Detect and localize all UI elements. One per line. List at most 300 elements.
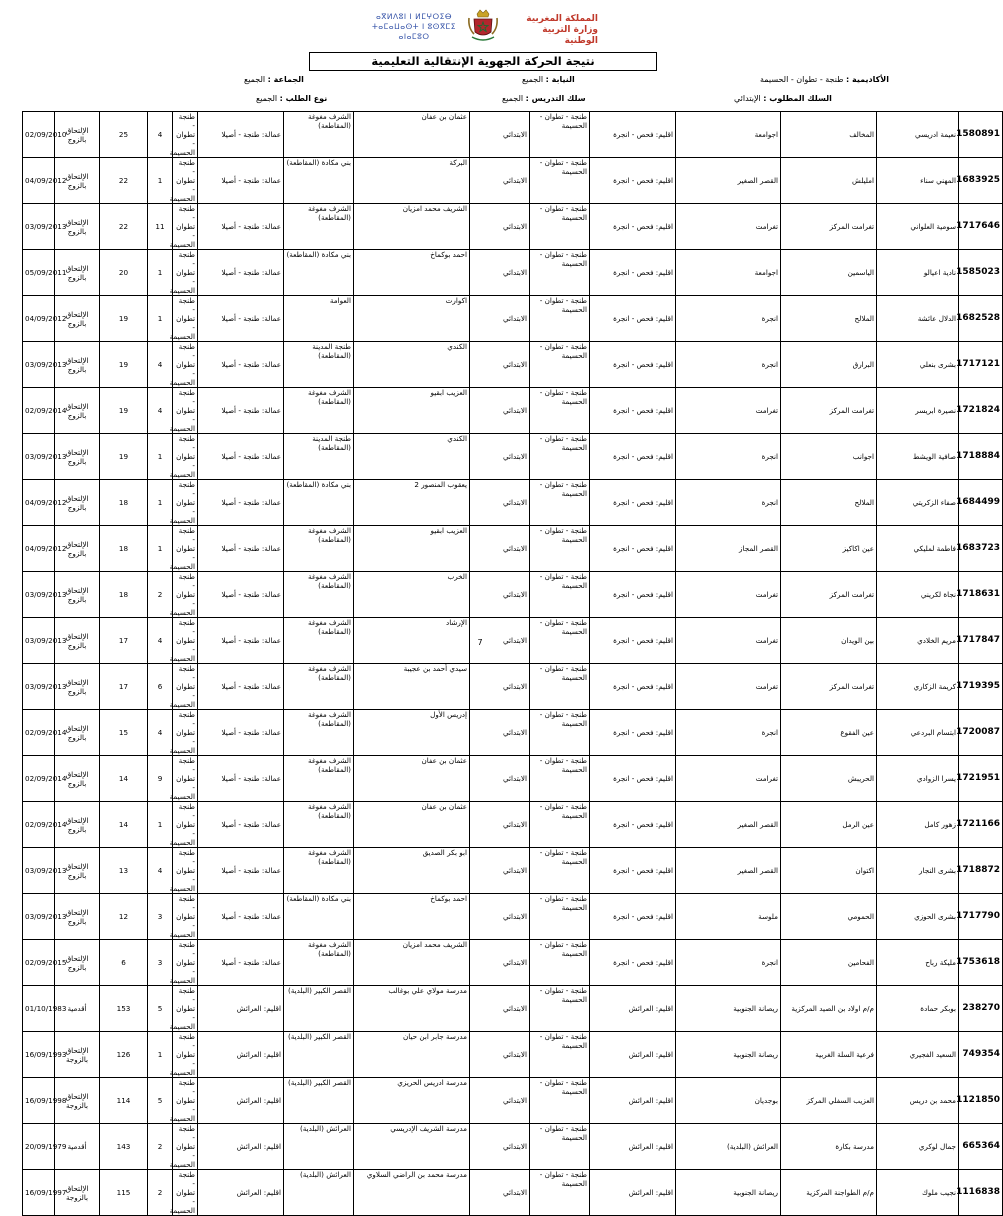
cell-reason: الإلتحاق بالزوج (55, 388, 100, 434)
cell-new-school: سيدي أحمد بن عجيبة (354, 664, 470, 710)
cell-new-school: الخرب (354, 572, 470, 618)
cell-name: المهني سناء (877, 158, 959, 204)
cell-new-academy: طنجة - تطوان - الحسيمة (173, 112, 198, 158)
meta-academy (760, 75, 889, 84)
meta-commune-value: الجميع (244, 75, 266, 84)
cell-name: السعيد الفجيري (877, 1032, 959, 1078)
cell-rank: 4 (148, 388, 173, 434)
cell-origin-academy: طنجة - تطوان - الحسيمة (530, 296, 590, 342)
cell-new-academy: طنجة - تطوان - الحسيمة (173, 894, 198, 940)
cell-new-academy: طنجة - تطوان - الحسيمة (173, 618, 198, 664)
cell-new-commune: الشرف مغوغة (المقاطعة) (284, 940, 354, 986)
cell-cycle: الابتدائي (470, 1032, 530, 1078)
cell-new-school: ابو بكر الصديق (354, 848, 470, 894)
cell-new-academy: طنجة - تطوان - الحسيمة (173, 756, 198, 802)
cell-origin-commune: تغرامت (676, 756, 781, 802)
cell-new-province: عمالة: طنجة - أصيلا (198, 480, 284, 526)
cell-name: بوبكر حمادة (877, 986, 959, 1032)
cell-origin-province: اقليم: فحص - انجرة (590, 710, 676, 756)
table-row (23, 618, 1003, 664)
cell-origin-school: م/م الطواجنة المركزية (781, 1170, 877, 1216)
cell-reason: الإلتحاق بالزوج (55, 848, 100, 894)
cell-date: 03/09/2013 (23, 894, 55, 940)
cell-new-school: الإرشاد (354, 618, 470, 664)
cell-cycle: الابتدائي (470, 1078, 530, 1124)
cell-origin-school: الفحامين (781, 940, 877, 986)
cell-new-academy: طنجة - تطوان - الحسيمة (173, 802, 198, 848)
cell-score: 18 (100, 572, 148, 618)
cell-cycle: الابتدائي (470, 618, 530, 664)
table-row (23, 250, 1003, 296)
table-row (23, 342, 1003, 388)
cell-date: 05/09/2011 (23, 250, 55, 296)
cell-cycle: الابتدائي (470, 986, 530, 1032)
cell-reason: الإلتحاق بالزوجة (55, 1078, 100, 1124)
meta-academy-label: الأكاديمية : (846, 75, 889, 84)
cell-origin-school: امليلش (781, 158, 877, 204)
cell-rank: 3 (148, 894, 173, 940)
cell-reason: الإلتحاق بالزوج (55, 572, 100, 618)
cell-new-academy: طنجة - تطوان - الحسيمة (173, 434, 198, 480)
table-row (23, 1078, 1003, 1124)
cell-new-commune: طنجة المدينة (المقاطعة) (284, 434, 354, 480)
cell-date: 02/09/2010 (23, 112, 55, 158)
document-title: نتيجة الحركة الجهوية الإنتقالية التعليمية (309, 52, 657, 71)
cell-new-academy: طنجة - تطوان - الحسيمة (173, 342, 198, 388)
cell-origin-academy: طنجة - تطوان - الحسيمة (530, 1078, 590, 1124)
cell-score: 153 (100, 986, 148, 1032)
cell-origin-province: اقليم: فحص - انجرة (590, 848, 676, 894)
cell-name: زهور كامل (877, 802, 959, 848)
cell-name: نعيمة ادريسي (877, 112, 959, 158)
cell-origin-school: م/م اولاد بن الصيد المركزية (781, 986, 877, 1032)
cell-new-school: مدرسة ادريس الحريزي (354, 1078, 470, 1124)
cell-origin-school: العزيب السفلي المركز (781, 1078, 877, 1124)
cell-rank: 1 (148, 526, 173, 572)
cell-id: 1717121 (959, 342, 1003, 388)
cell-id: 1121850 (959, 1078, 1003, 1124)
table-row (23, 480, 1003, 526)
cell-new-province: اقليم: العرائش (198, 1032, 284, 1078)
cell-new-commune: الشرف مغوغة (المقاطعة) (284, 618, 354, 664)
cell-id: 1718631 (959, 572, 1003, 618)
cell-cycle: الابتدائي (470, 664, 530, 710)
cell-origin-province: اقليم: فحص - انجرة (590, 802, 676, 848)
cell-id: 1717847 (959, 618, 1003, 664)
cell-origin-commune: القصر الصغير (676, 848, 781, 894)
cell-origin-commune: ريصانة الجنوبية (676, 1032, 781, 1078)
cell-new-province: عمالة: طنجة - أصيلا (198, 940, 284, 986)
cell-new-commune: الشرف مغوغة (المقاطعة) (284, 572, 354, 618)
cell-new-commune: العرائش (البلدية) (284, 1124, 354, 1170)
cell-new-province: عمالة: طنجة - أصيلا (198, 756, 284, 802)
cell-cycle: الابتدائي (470, 250, 530, 296)
table-row (23, 388, 1003, 434)
cell-name: صفاء الزكريتي (877, 480, 959, 526)
cell-id: 749354 (959, 1032, 1003, 1078)
cell-new-province: عمالة: طنجة - أصيلا (198, 388, 284, 434)
cell-rank: 2 (148, 1124, 173, 1170)
cell-origin-commune: القصر الصغير (676, 802, 781, 848)
cell-new-school: مدرسة محمد بن الراضي السلاوي (354, 1170, 470, 1216)
cell-date: 03/09/2013 (23, 342, 55, 388)
cell-new-school: الكندي (354, 342, 470, 388)
cell-origin-commune: اجوامعة (676, 112, 781, 158)
cell-new-commune: الشرف مغوغة (المقاطعة) (284, 204, 354, 250)
cell-new-school: الشريف محمد امزيان (354, 940, 470, 986)
cell-id: 1753618 (959, 940, 1003, 986)
cell-origin-school: فرعية السلة الغربية (781, 1032, 877, 1078)
cell-rank: 5 (148, 1078, 173, 1124)
cell-new-province: عمالة: طنجة - أصيلا (198, 802, 284, 848)
cell-reason: الإلتحاق بالزوج (55, 618, 100, 664)
cell-date: 04/09/2012 (23, 526, 55, 572)
cell-cycle: الابتدائي (470, 940, 530, 986)
cell-origin-academy: طنجة - تطوان - الحسيمة (530, 1032, 590, 1078)
cell-origin-commune: انجرة (676, 434, 781, 480)
cell-id: 1718872 (959, 848, 1003, 894)
page-header (0, 0, 960, 50)
cell-score: 19 (100, 388, 148, 434)
results-table-wrap (22, 111, 1000, 1216)
cell-new-province: عمالة: طنجة - أصيلا (198, 204, 284, 250)
cell-score: 15 (100, 710, 148, 756)
cell-origin-province: اقليم: فحص - انجرة (590, 434, 676, 480)
cell-id: 1683925 (959, 158, 1003, 204)
cell-new-commune: القصر الكبير (البلدية) (284, 1032, 354, 1078)
cell-rank: 6 (148, 664, 173, 710)
cell-new-commune: الشرف مغوغة (المقاطعة) (284, 802, 354, 848)
cell-score: 20 (100, 250, 148, 296)
cell-new-province: عمالة: طنجة - أصيلا (198, 158, 284, 204)
cell-score: 115 (100, 1170, 148, 1216)
cell-id: 665364 (959, 1124, 1003, 1170)
table-row (23, 204, 1003, 250)
cell-name: جمال لوكري (877, 1124, 959, 1170)
cell-new-school: مدرسة مولاي علي بوغالب (354, 986, 470, 1032)
cell-new-school: مدرسة الشريف الإدريسي (354, 1124, 470, 1170)
cell-reason: الإلتحاق بالزوج (55, 250, 100, 296)
meta-corps-label: سلك التدريس : (525, 94, 586, 103)
cell-origin-commune: اجوامعة (676, 250, 781, 296)
cell-cycle: الابتدائي (470, 434, 530, 480)
cell-cycle: الابتدائي (470, 572, 530, 618)
cell-new-province: عمالة: طنجة - أصيلا (198, 848, 284, 894)
cell-origin-commune: انجرة (676, 710, 781, 756)
cell-new-commune: الشرف مغوغة (المقاطعة) (284, 664, 354, 710)
cell-id: 1721951 (959, 756, 1003, 802)
cell-new-province: عمالة: طنجة - أصيلا (198, 112, 284, 158)
cell-origin-province: اقليم: فحص - انجرة (590, 158, 676, 204)
cell-new-academy: طنجة - تطوان - الحسيمة (173, 710, 198, 756)
cell-origin-province: اقليم: العرائش (590, 1032, 676, 1078)
cell-origin-province: اقليم: فحص - انجرة (590, 756, 676, 802)
meta-corps (502, 94, 586, 103)
cell-rank: 1 (148, 1032, 173, 1078)
cell-date: 03/09/2013 (23, 618, 55, 664)
cell-rank: 5 (148, 986, 173, 1032)
cell-cycle: الابتدائي (470, 848, 530, 894)
cell-origin-commune: انجرة (676, 480, 781, 526)
cell-new-school: عثمان بن عفان (354, 756, 470, 802)
cell-new-commune: القصر الكبير (البلدية) (284, 1078, 354, 1124)
cell-new-academy: طنجة - تطوان - الحسيمة (173, 388, 198, 434)
cell-rank: 1 (148, 434, 173, 480)
cell-rank: 1 (148, 802, 173, 848)
table-row (23, 802, 1003, 848)
cell-origin-academy: طنجة - تطوان - الحسيمة (530, 526, 590, 572)
cell-origin-province: اقليم: فحص - انجرة (590, 296, 676, 342)
cell-cycle: الابتدائي (470, 342, 530, 388)
cell-origin-academy: طنجة - تطوان - الحسيمة (530, 342, 590, 388)
cell-origin-academy: طنجة - تطوان - الحسيمة (530, 434, 590, 480)
table-row (23, 986, 1003, 1032)
cell-origin-province: اقليم: العرائش (590, 1170, 676, 1216)
cell-origin-academy: طنجة - تطوان - الحسيمة (530, 1124, 590, 1170)
cell-new-school: البركة (354, 158, 470, 204)
cell-new-school: الكندي (354, 434, 470, 480)
cell-origin-academy: طنجة - تطوان - الحسيمة (530, 572, 590, 618)
cell-reason: الإلتحاق بالزوجة (55, 1170, 100, 1216)
cell-date: 02/09/2015 (23, 940, 55, 986)
cell-new-province: اقليم: العرائش (198, 1170, 284, 1216)
table-row (23, 894, 1003, 940)
cell-origin-province: اقليم: فحص - انجرة (590, 204, 676, 250)
cell-score: 18 (100, 526, 148, 572)
cell-id: 1717646 (959, 204, 1003, 250)
cell-id: 1682528 (959, 296, 1003, 342)
cell-rank: 4 (148, 342, 173, 388)
cell-origin-school: اجوانب (781, 434, 877, 480)
cell-name: بشرى الحوزي (877, 894, 959, 940)
cell-score: 14 (100, 802, 148, 848)
cell-new-commune: الشرف مغوغة (المقاطعة) (284, 848, 354, 894)
cell-new-academy: طنجة - تطوان - الحسيمة (173, 664, 198, 710)
cell-new-commune: الشرف مغوغة (المقاطعة) (284, 112, 354, 158)
cell-new-commune: العوامة (284, 296, 354, 342)
cell-new-school: احمد بوكماخ (354, 894, 470, 940)
cell-origin-province: اقليم: فحص - انجرة (590, 894, 676, 940)
cell-origin-province: اقليم: فحص - انجرة (590, 388, 676, 434)
cell-name: كريمة الزكاري (877, 664, 959, 710)
cell-new-commune: بني مكادة (المقاطعة) (284, 158, 354, 204)
table-row (23, 296, 1003, 342)
results-table-body (23, 112, 1003, 1216)
cell-cycle: الابتدائي (470, 112, 530, 158)
cell-score: 17 (100, 664, 148, 710)
cell-origin-school: الملالح (781, 480, 877, 526)
cell-rank: 1 (148, 480, 173, 526)
cell-id: 1116838 (959, 1170, 1003, 1216)
cell-cycle: الابتدائي (470, 388, 530, 434)
cell-origin-province: اقليم: فحص - انجرة (590, 250, 676, 296)
cell-origin-school: تغرامت المركز (781, 388, 877, 434)
cell-new-school: احمد بوكماخ (354, 250, 470, 296)
cell-name: صافية الويشط (877, 434, 959, 480)
cell-score: 22 (100, 204, 148, 250)
cell-new-commune: بني مكادة (المقاطعة) (284, 480, 354, 526)
cell-new-academy: طنجة - تطوان - الحسيمة (173, 1032, 198, 1078)
cell-origin-school: بين الويدان (781, 618, 877, 664)
cell-origin-province: اقليم: فحص - انجرة (590, 940, 676, 986)
cell-date: 02/09/2014 (23, 710, 55, 756)
crown-emblem-icon (466, 8, 500, 44)
cell-origin-academy: طنجة - تطوان - الحسيمة (530, 112, 590, 158)
cell-name: محمد بن دريس (877, 1078, 959, 1124)
cell-reason: الإلتحاق بالزوج (55, 480, 100, 526)
table-row (23, 112, 1003, 158)
kingdom-name: المملكة المغربية (526, 14, 598, 24)
cell-reason: الإلتحاق بالزوج (55, 664, 100, 710)
cell-reason: الإلتحاق بالزوج (55, 112, 100, 158)
cell-new-school: عثمان بن عفان (354, 112, 470, 158)
cell-name: الدلال عائشة (877, 296, 959, 342)
cell-score: 18 (100, 480, 148, 526)
cell-origin-commune: انجرة (676, 296, 781, 342)
cell-origin-commune: تغرامت (676, 388, 781, 434)
cell-name: فاطمة لمليكي (877, 526, 959, 572)
meta-cycle (734, 94, 832, 103)
cell-reason: الإلتحاق بالزوج (55, 434, 100, 480)
cell-date: 04/09/2012 (23, 480, 55, 526)
cell-origin-commune: انجرة (676, 342, 781, 388)
cell-origin-province: اقليم: العرائش (590, 1124, 676, 1170)
cell-id: 1718884 (959, 434, 1003, 480)
cell-reason: الإلتحاق بالزوج (55, 526, 100, 572)
cell-origin-academy: طنجة - تطوان - الحسيمة (530, 480, 590, 526)
cell-new-province: عمالة: طنجة - أصيلا (198, 342, 284, 388)
cell-origin-province: اقليم: فحص - انجرة (590, 664, 676, 710)
cell-origin-province: اقليم: فحص - انجرة (590, 572, 676, 618)
cell-date: 16/09/1997 (23, 1170, 55, 1216)
cell-origin-academy: طنجة - تطوان - الحسيمة (530, 250, 590, 296)
cell-origin-commune: تغرامت (676, 204, 781, 250)
cell-origin-school: تغرامت المركز (781, 664, 877, 710)
meta-directorate-label: النيابة : (545, 75, 575, 84)
cell-origin-commune: ملوسة (676, 894, 781, 940)
cell-date: 16/09/1993 (23, 1032, 55, 1078)
cell-cycle: الابتدائي (470, 204, 530, 250)
table-row (23, 1170, 1003, 1216)
cell-origin-school: البرارق (781, 342, 877, 388)
cell-origin-academy: طنجة - تطوان - الحسيمة (530, 848, 590, 894)
cell-origin-school: الحريبش (781, 756, 877, 802)
cell-origin-academy: طنجة - تطوان - الحسيمة (530, 388, 590, 434)
table-row (23, 572, 1003, 618)
cell-id: 1717790 (959, 894, 1003, 940)
cell-new-province: اقليم: العرائش (198, 1124, 284, 1170)
cell-cycle: الابتدائي (470, 158, 530, 204)
cell-date: 03/09/2013 (23, 434, 55, 480)
cell-score: 13 (100, 848, 148, 894)
cell-origin-school: تغرامت المركز (781, 572, 877, 618)
cell-cycle: الابتدائي (470, 894, 530, 940)
cell-origin-province: اقليم: العرائش (590, 986, 676, 1032)
cell-rank: 9 (148, 756, 173, 802)
cell-new-academy: طنجة - تطوان - الحسيمة (173, 480, 198, 526)
cell-score: 6 (100, 940, 148, 986)
table-row (23, 756, 1003, 802)
cell-rank: 1 (148, 158, 173, 204)
cell-date: 03/09/2013 (23, 204, 55, 250)
cell-rank: 4 (148, 618, 173, 664)
cell-origin-province: اقليم: فحص - انجرة (590, 112, 676, 158)
cell-score: 143 (100, 1124, 148, 1170)
cell-new-school: العزيب ابقيو (354, 526, 470, 572)
cell-origin-academy: طنجة - تطوان - الحسيمة (530, 710, 590, 756)
cell-reason: الإلتحاق بالزوج (55, 296, 100, 342)
cell-cycle: الابتدائي (470, 480, 530, 526)
cell-origin-commune: تغرامت (676, 664, 781, 710)
cell-origin-school: اكتوان (781, 848, 877, 894)
cell-name: مريم الخلادي (877, 618, 959, 664)
cell-new-school: يعقوب المنصور 2 (354, 480, 470, 526)
cell-new-province: عمالة: طنجة - أصيلا (198, 710, 284, 756)
cell-id: 1720087 (959, 710, 1003, 756)
cell-new-school: عثمان بن عفان (354, 802, 470, 848)
meta-directorate (522, 75, 575, 84)
cell-name: سومية العلواني (877, 204, 959, 250)
cell-date: 01/10/1983 (23, 986, 55, 1032)
cell-new-school: الشريف محمد امزيان (354, 204, 470, 250)
cell-origin-commune: ريصانة الجنوبية (676, 1170, 781, 1216)
cell-new-academy: طنجة - تطوان - الحسيمة (173, 250, 198, 296)
cell-origin-school: عين الرمل (781, 802, 877, 848)
cell-score: 19 (100, 342, 148, 388)
cell-name: نصيرة ابريسر (877, 388, 959, 434)
cell-new-province: عمالة: طنجة - أصيلا (198, 664, 284, 710)
page-number: 7 (477, 638, 483, 647)
cell-new-academy: طنجة - تطوان - الحسيمة (173, 848, 198, 894)
table-row (23, 848, 1003, 894)
cell-reason: الإلتحاق بالزوج (55, 802, 100, 848)
cell-new-province: عمالة: طنجة - أصيلا (198, 526, 284, 572)
cell-date: 03/09/2013 (23, 848, 55, 894)
cell-new-province: اقليم: العرائش (198, 986, 284, 1032)
cell-new-commune: الشرف مغوغة (المقاطعة) (284, 526, 354, 572)
meta-cycle-label: السلك المطلوب : (763, 94, 832, 103)
meta-request-type-label: نوع الطلب : (279, 94, 328, 103)
table-row (23, 1032, 1003, 1078)
cell-new-province: عمالة: طنجة - أصيلا (198, 434, 284, 480)
cell-score: 12 (100, 894, 148, 940)
cell-origin-commune: القصر الصغير (676, 158, 781, 204)
cell-reason: الإلتحاق بالزوج (55, 940, 100, 986)
cell-name: بشرى النجار (877, 848, 959, 894)
cell-new-province: عمالة: طنجة - أصيلا (198, 250, 284, 296)
cell-date: 03/09/2013 (23, 664, 55, 710)
cell-name: ابتسام البردعي (877, 710, 959, 756)
cell-new-academy: طنجة - تطوان - الحسيمة (173, 940, 198, 986)
results-table (22, 111, 1003, 1216)
cell-origin-province: اقليم: فحص - انجرة (590, 480, 676, 526)
cell-origin-province: اقليم: فحص - انجرة (590, 342, 676, 388)
cell-score: 114 (100, 1078, 148, 1124)
cell-rank: 2 (148, 572, 173, 618)
cell-new-province: عمالة: طنجة - أصيلا (198, 296, 284, 342)
cell-id: 1719395 (959, 664, 1003, 710)
meta-academy-value: طنجة - تطوان - الحسيمة (760, 75, 844, 84)
cell-name: نجيب ملوك (877, 1170, 959, 1216)
cell-origin-commune: العرائش (البلدية) (676, 1124, 781, 1170)
cell-new-academy: طنجة - تطوان - الحسيمة (173, 526, 198, 572)
cell-name: بشرى بنعلي (877, 342, 959, 388)
ministry-name: وزارة التربية الوطنية (542, 25, 598, 46)
cell-origin-school: تغرامت المركز (781, 204, 877, 250)
cell-rank: 4 (148, 848, 173, 894)
cell-new-commune: طنجة المدينة (المقاطعة) (284, 342, 354, 388)
cell-origin-commune: ريصانة الجنوبية (676, 986, 781, 1032)
